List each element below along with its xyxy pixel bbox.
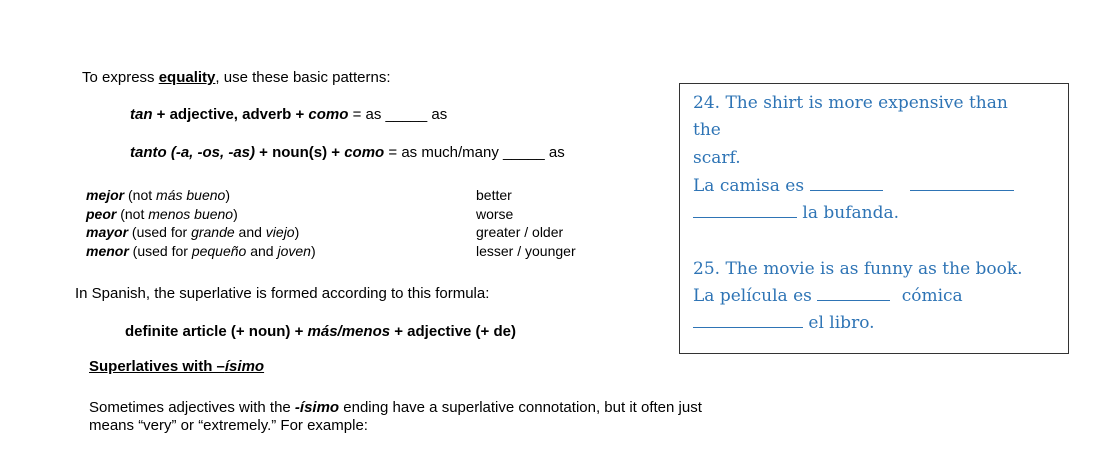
isimo-paragraph-line1: Sometimes adjectives with the -ísimo ending have a superlative connotation, but it often just [89,399,702,416]
irregular-meaning-worse: worse [476,206,514,222]
q25-prompt: 25. The movie is as funny as the book. [693,259,1023,279]
irregular-row-mejor: mejor (not más bueno) [86,187,230,203]
q25-blank-1[interactable] [817,299,890,301]
q24-blank-1[interactable] [810,189,883,191]
q24-answer-line1: La camisa es [693,176,1014,196]
pattern-tanto-como: tanto (-a, -os, -as) + noun(s) + como = as much/many _____ as [130,144,565,161]
irregular-row-peor: peor (not menos bueno) [86,206,238,222]
irregular-row-mayor: mayor (used for grande and viejo) [86,224,300,240]
superlative-formula: definite article (+ noun) + más/menos + adjective (+ de) [125,323,516,340]
irregular-meaning-better: better [476,187,512,203]
exercise-box [679,83,1069,354]
q24-blank-2[interactable] [910,189,1014,191]
q24-prompt-line1: 24. The shirt is more expensive than [693,93,1008,113]
q24-prompt-line2: the [693,120,721,140]
irregular-meaning-lesser-younger: lesser / younger [476,243,576,259]
isimo-heading: Superlatives with –ísimo [89,358,265,375]
q24-answer-line2: la bufanda. [693,203,899,223]
q24-blank-3[interactable] [693,216,797,218]
equality-keyword: equality [158,69,216,86]
q24-prompt-line3: scarf. [693,148,741,168]
q25-answer-line2: el libro. [693,313,875,333]
superlative-intro: In Spanish, the superlative is formed according to this formula: [75,285,490,302]
q25-answer-line1: La película es cómica [693,286,963,306]
irregular-row-menor: menor (used for pequeño and joven) [86,243,316,259]
isimo-paragraph-line2: means “very” or “extremely.” For example: [89,417,368,434]
irregular-meaning-greater-older: greater / older [476,224,564,240]
equality-intro: To express equality, use these basic patterns: [82,69,391,86]
pattern-tan-como: tan + adjective, adverb + como = as _____ as [130,106,448,123]
q25-blank-2[interactable] [693,326,803,328]
